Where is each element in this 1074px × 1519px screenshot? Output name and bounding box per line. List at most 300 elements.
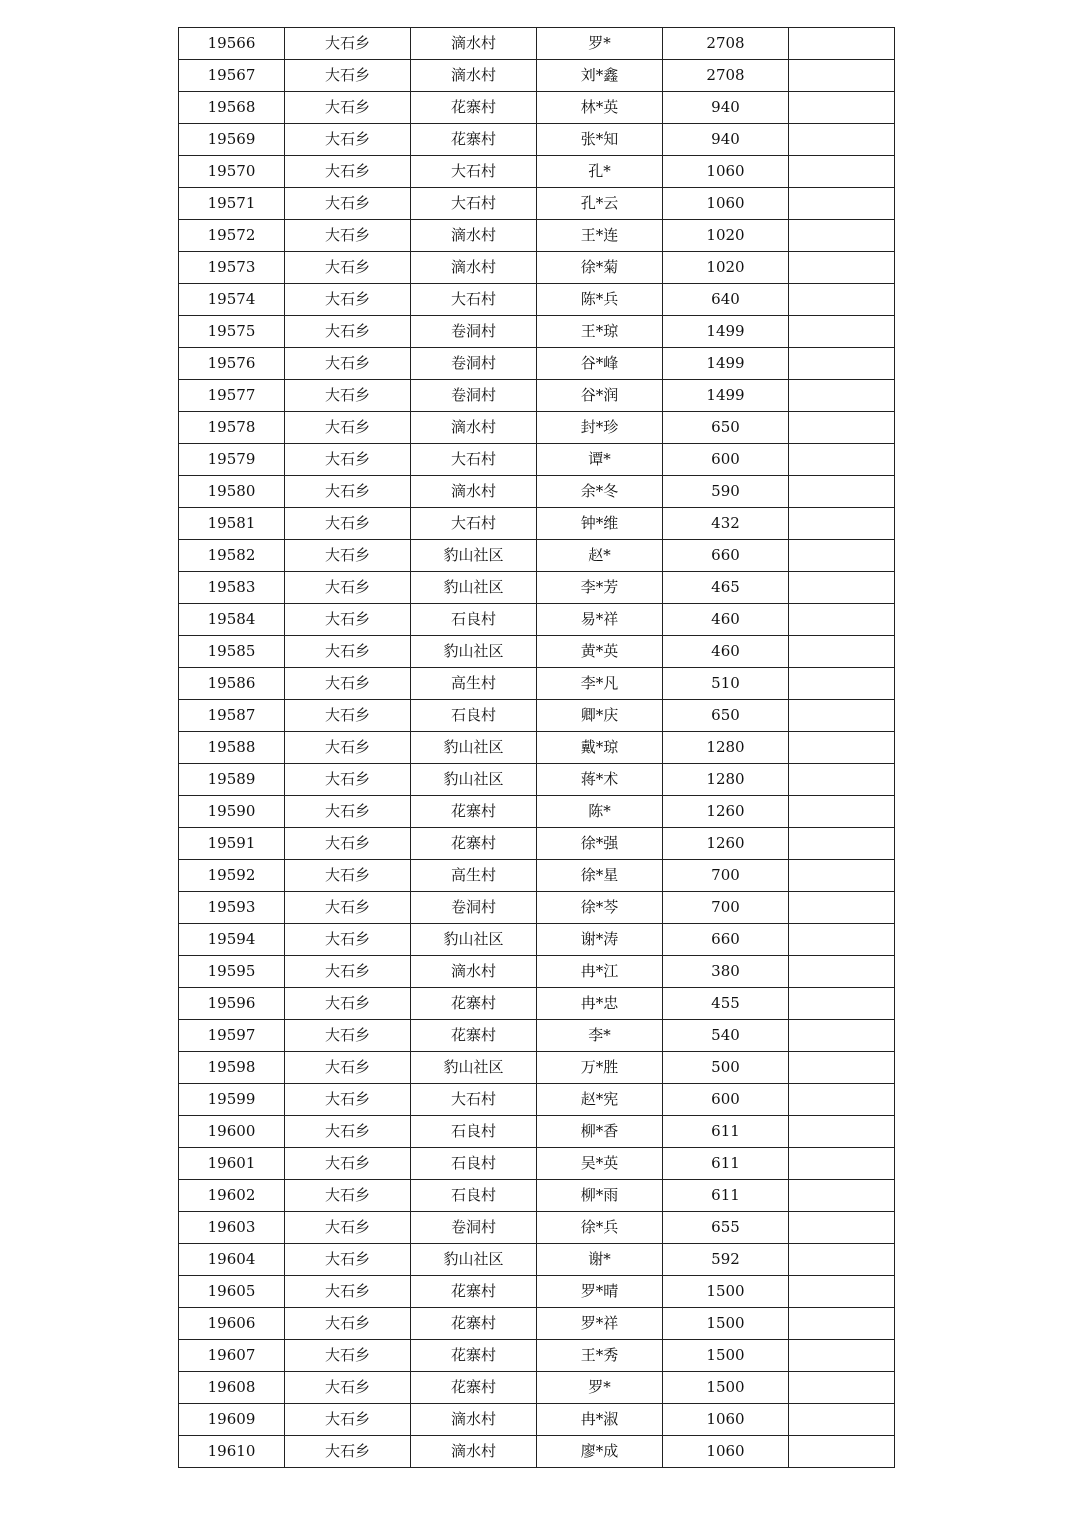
village-cell: 卷洞村: [411, 1212, 537, 1244]
table-row: [179, 924, 895, 956]
township-cell: 大石乡: [285, 508, 411, 540]
amount-cell: 1060: [663, 156, 789, 188]
village-cell: 滴水村: [411, 476, 537, 508]
note-cell: [789, 476, 895, 508]
township-cell: 大石乡: [285, 1372, 411, 1404]
amount-cell: 590: [663, 476, 789, 508]
name-cell: 徐*兵: [537, 1212, 663, 1244]
row-number-cell: 19597: [179, 1020, 285, 1052]
village-cell: 豹山社区: [411, 764, 537, 796]
name-cell: 徐*芩: [537, 892, 663, 924]
table-row: [179, 1308, 895, 1340]
amount-cell: 2708: [663, 60, 789, 92]
township-cell: 大石乡: [285, 348, 411, 380]
township-cell: 大石乡: [285, 540, 411, 572]
table-row: [179, 476, 895, 508]
name-cell: 钟*维: [537, 508, 663, 540]
name-cell: 谭*: [537, 444, 663, 476]
note-cell: [789, 1084, 895, 1116]
township-cell: 大石乡: [285, 1436, 411, 1468]
name-cell: 蒋*术: [537, 764, 663, 796]
township-cell: 大石乡: [285, 636, 411, 668]
row-number-cell: 19602: [179, 1180, 285, 1212]
name-cell: 徐*星: [537, 860, 663, 892]
amount-cell: 1060: [663, 188, 789, 220]
row-number-cell: 19610: [179, 1436, 285, 1468]
table-row: [179, 316, 895, 348]
note-cell: [789, 1436, 895, 1468]
name-cell: 李*凡: [537, 668, 663, 700]
name-cell: 刘*鑫: [537, 60, 663, 92]
amount-cell: 1500: [663, 1372, 789, 1404]
amount-cell: 2708: [663, 28, 789, 60]
table-row: [179, 1372, 895, 1404]
row-number-cell: 19580: [179, 476, 285, 508]
name-cell: 林*英: [537, 92, 663, 124]
table-row: [179, 284, 895, 316]
row-number-cell: 19578: [179, 412, 285, 444]
village-cell: 滴水村: [411, 1404, 537, 1436]
amount-cell: 460: [663, 604, 789, 636]
name-cell: 冉*忠: [537, 988, 663, 1020]
table-row: [179, 1020, 895, 1052]
name-cell: 孔*: [537, 156, 663, 188]
name-cell: 黄*英: [537, 636, 663, 668]
row-number-cell: 19588: [179, 732, 285, 764]
row-number-cell: 19581: [179, 508, 285, 540]
amount-cell: 600: [663, 444, 789, 476]
township-cell: 大石乡: [285, 764, 411, 796]
name-cell: 罗*: [537, 28, 663, 60]
row-number-cell: 19594: [179, 924, 285, 956]
amount-cell: 1500: [663, 1276, 789, 1308]
township-cell: 大石乡: [285, 892, 411, 924]
row-number-cell: 19586: [179, 668, 285, 700]
amount-cell: 611: [663, 1148, 789, 1180]
township-cell: 大石乡: [285, 444, 411, 476]
township-cell: 大石乡: [285, 220, 411, 252]
amount-cell: 1260: [663, 796, 789, 828]
village-cell: 大石村: [411, 444, 537, 476]
township-cell: 大石乡: [285, 1404, 411, 1436]
amount-cell: 611: [663, 1116, 789, 1148]
village-cell: 花寨村: [411, 1276, 537, 1308]
township-cell: 大石乡: [285, 1052, 411, 1084]
township-cell: 大石乡: [285, 1244, 411, 1276]
township-cell: 大石乡: [285, 1340, 411, 1372]
amount-cell: 1499: [663, 348, 789, 380]
table-row: [179, 156, 895, 188]
village-cell: 石良村: [411, 1180, 537, 1212]
name-cell: 卿*庆: [537, 700, 663, 732]
name-cell: 冉*淑: [537, 1404, 663, 1436]
amount-cell: 1060: [663, 1436, 789, 1468]
note-cell: [789, 1116, 895, 1148]
village-cell: 花寨村: [411, 1020, 537, 1052]
row-number-cell: 19587: [179, 700, 285, 732]
amount-cell: 1500: [663, 1340, 789, 1372]
row-number-cell: 19567: [179, 60, 285, 92]
village-cell: 滴水村: [411, 252, 537, 284]
township-cell: 大石乡: [285, 828, 411, 860]
amount-cell: 1260: [663, 828, 789, 860]
note-cell: [789, 1020, 895, 1052]
table-row: [179, 572, 895, 604]
note-cell: [789, 668, 895, 700]
village-cell: 大石村: [411, 156, 537, 188]
table-row: [179, 220, 895, 252]
row-number-cell: 19570: [179, 156, 285, 188]
amount-cell: 655: [663, 1212, 789, 1244]
village-cell: 滴水村: [411, 60, 537, 92]
note-cell: [789, 924, 895, 956]
table-row: [179, 860, 895, 892]
township-cell: 大石乡: [285, 28, 411, 60]
note-cell: [789, 572, 895, 604]
township-cell: 大石乡: [285, 572, 411, 604]
row-number-cell: 19573: [179, 252, 285, 284]
row-number-cell: 19572: [179, 220, 285, 252]
name-cell: 李*芳: [537, 572, 663, 604]
note-cell: [789, 1212, 895, 1244]
note-cell: [789, 156, 895, 188]
township-cell: 大石乡: [285, 700, 411, 732]
amount-cell: 640: [663, 284, 789, 316]
name-cell: 王*琼: [537, 316, 663, 348]
village-cell: 卷洞村: [411, 892, 537, 924]
note-cell: [789, 540, 895, 572]
township-cell: 大石乡: [285, 92, 411, 124]
table-row: [179, 1404, 895, 1436]
note-cell: [789, 1404, 895, 1436]
note-cell: [789, 1052, 895, 1084]
note-cell: [789, 508, 895, 540]
name-cell: 罗*: [537, 1372, 663, 1404]
row-number-cell: 19600: [179, 1116, 285, 1148]
table-row: [179, 828, 895, 860]
table-row: [179, 124, 895, 156]
village-cell: 豹山社区: [411, 572, 537, 604]
row-number-cell: 19595: [179, 956, 285, 988]
name-cell: 王*连: [537, 220, 663, 252]
table-row: [179, 1116, 895, 1148]
name-cell: 赵*: [537, 540, 663, 572]
note-cell: [789, 700, 895, 732]
amount-cell: 500: [663, 1052, 789, 1084]
township-cell: 大石乡: [285, 860, 411, 892]
township-cell: 大石乡: [285, 668, 411, 700]
amount-cell: 700: [663, 892, 789, 924]
row-number-cell: 19608: [179, 1372, 285, 1404]
note-cell: [789, 892, 895, 924]
table-row: [179, 1148, 895, 1180]
village-cell: 卷洞村: [411, 380, 537, 412]
row-number-cell: 19571: [179, 188, 285, 220]
name-cell: 王*秀: [537, 1340, 663, 1372]
amount-cell: 1280: [663, 732, 789, 764]
name-cell: 陈*: [537, 796, 663, 828]
note-cell: [789, 284, 895, 316]
name-cell: 谢*涛: [537, 924, 663, 956]
amount-cell: 1500: [663, 1308, 789, 1340]
amount-cell: 940: [663, 124, 789, 156]
name-cell: 陈*兵: [537, 284, 663, 316]
village-cell: 花寨村: [411, 1308, 537, 1340]
township-cell: 大石乡: [285, 284, 411, 316]
name-cell: 吴*英: [537, 1148, 663, 1180]
village-cell: 滴水村: [411, 28, 537, 60]
table-row: [179, 60, 895, 92]
note-cell: [789, 1372, 895, 1404]
note-cell: [789, 1308, 895, 1340]
table-row: [179, 796, 895, 828]
village-cell: 豹山社区: [411, 924, 537, 956]
name-cell: 万*胜: [537, 1052, 663, 1084]
village-cell: 豹山社区: [411, 636, 537, 668]
township-cell: 大石乡: [285, 188, 411, 220]
table-row: [179, 380, 895, 412]
amount-cell: 650: [663, 700, 789, 732]
amount-cell: 432: [663, 508, 789, 540]
township-cell: 大石乡: [285, 1148, 411, 1180]
row-number-cell: 19593: [179, 892, 285, 924]
village-cell: 花寨村: [411, 124, 537, 156]
village-cell: 大石村: [411, 284, 537, 316]
row-number-cell: 19566: [179, 28, 285, 60]
amount-cell: 1499: [663, 380, 789, 412]
row-number-cell: 19605: [179, 1276, 285, 1308]
township-cell: 大石乡: [285, 156, 411, 188]
note-cell: [789, 220, 895, 252]
village-cell: 花寨村: [411, 92, 537, 124]
amount-cell: 1280: [663, 764, 789, 796]
amount-cell: 660: [663, 924, 789, 956]
village-cell: 豹山社区: [411, 540, 537, 572]
row-number-cell: 19589: [179, 764, 285, 796]
township-cell: 大石乡: [285, 1276, 411, 1308]
village-cell: 高生村: [411, 668, 537, 700]
village-cell: 石良村: [411, 1148, 537, 1180]
amount-cell: 650: [663, 412, 789, 444]
name-cell: 戴*琼: [537, 732, 663, 764]
note-cell: [789, 828, 895, 860]
row-number-cell: 19596: [179, 988, 285, 1020]
note-cell: [789, 956, 895, 988]
note-cell: [789, 412, 895, 444]
amount-cell: 380: [663, 956, 789, 988]
township-cell: 大石乡: [285, 1308, 411, 1340]
note-cell: [789, 1340, 895, 1372]
name-cell: 封*珍: [537, 412, 663, 444]
township-cell: 大石乡: [285, 476, 411, 508]
village-cell: 豹山社区: [411, 732, 537, 764]
township-cell: 大石乡: [285, 796, 411, 828]
amount-cell: 940: [663, 92, 789, 124]
table-row: [179, 412, 895, 444]
name-cell: 张*知: [537, 124, 663, 156]
township-cell: 大石乡: [285, 1020, 411, 1052]
row-number-cell: 19604: [179, 1244, 285, 1276]
village-cell: 滴水村: [411, 956, 537, 988]
township-cell: 大石乡: [285, 604, 411, 636]
name-cell: 谷*润: [537, 380, 663, 412]
note-cell: [789, 316, 895, 348]
village-cell: 卷洞村: [411, 348, 537, 380]
township-cell: 大石乡: [285, 732, 411, 764]
row-number-cell: 19598: [179, 1052, 285, 1084]
note-cell: [789, 92, 895, 124]
amount-cell: 1499: [663, 316, 789, 348]
row-number-cell: 19590: [179, 796, 285, 828]
row-number-cell: 19601: [179, 1148, 285, 1180]
note-cell: [789, 60, 895, 92]
amount-cell: 592: [663, 1244, 789, 1276]
name-cell: 余*冬: [537, 476, 663, 508]
row-number-cell: 19569: [179, 124, 285, 156]
name-cell: 徐*菊: [537, 252, 663, 284]
note-cell: [789, 444, 895, 476]
note-cell: [789, 764, 895, 796]
table-row: [179, 1436, 895, 1468]
table-row: [179, 732, 895, 764]
village-cell: 石良村: [411, 700, 537, 732]
amount-cell: 460: [663, 636, 789, 668]
amount-cell: 465: [663, 572, 789, 604]
township-cell: 大石乡: [285, 1212, 411, 1244]
row-number-cell: 19606: [179, 1308, 285, 1340]
row-number-cell: 19592: [179, 860, 285, 892]
table-row: [179, 1084, 895, 1116]
township-cell: 大石乡: [285, 252, 411, 284]
table-row: [179, 188, 895, 220]
note-cell: [789, 796, 895, 828]
amount-cell: 660: [663, 540, 789, 572]
table-row: [179, 28, 895, 60]
village-cell: 大石村: [411, 188, 537, 220]
name-cell: 赵*宪: [537, 1084, 663, 1116]
note-cell: [789, 1180, 895, 1212]
note-cell: [789, 1148, 895, 1180]
amount-cell: 700: [663, 860, 789, 892]
table-row: [179, 636, 895, 668]
table-row: [179, 892, 895, 924]
township-cell: 大石乡: [285, 924, 411, 956]
table-row: [179, 348, 895, 380]
name-cell: 柳*香: [537, 1116, 663, 1148]
row-number-cell: 19585: [179, 636, 285, 668]
village-cell: 大石村: [411, 508, 537, 540]
amount-cell: 611: [663, 1180, 789, 1212]
table-row: [179, 668, 895, 700]
table-row: [179, 1052, 895, 1084]
village-cell: 卷洞村: [411, 316, 537, 348]
row-number-cell: 19609: [179, 1404, 285, 1436]
note-cell: [789, 380, 895, 412]
village-cell: 花寨村: [411, 796, 537, 828]
township-cell: 大石乡: [285, 316, 411, 348]
table-row: [179, 1212, 895, 1244]
table-row: [179, 1180, 895, 1212]
table-row: [179, 444, 895, 476]
name-cell: 柳*雨: [537, 1180, 663, 1212]
township-cell: 大石乡: [285, 1180, 411, 1212]
name-cell: 孔*云: [537, 188, 663, 220]
table-row: [179, 604, 895, 636]
name-cell: 罗*祥: [537, 1308, 663, 1340]
village-cell: 花寨村: [411, 828, 537, 860]
table-row: [179, 1340, 895, 1372]
note-cell: [789, 988, 895, 1020]
table-row: [179, 1244, 895, 1276]
roster-table-body: [179, 28, 895, 1468]
row-number-cell: 19603: [179, 1212, 285, 1244]
row-number-cell: 19607: [179, 1340, 285, 1372]
table-row: [179, 764, 895, 796]
village-cell: 豹山社区: [411, 1244, 537, 1276]
name-cell: 李*: [537, 1020, 663, 1052]
note-cell: [789, 124, 895, 156]
name-cell: 谢*: [537, 1244, 663, 1276]
row-number-cell: 19577: [179, 380, 285, 412]
table-row: [179, 92, 895, 124]
note-cell: [789, 860, 895, 892]
note-cell: [789, 348, 895, 380]
table-row: [179, 540, 895, 572]
township-cell: 大石乡: [285, 956, 411, 988]
village-cell: 大石村: [411, 1084, 537, 1116]
township-cell: 大石乡: [285, 380, 411, 412]
name-cell: 罗*晴: [537, 1276, 663, 1308]
amount-cell: 1060: [663, 1404, 789, 1436]
note-cell: [789, 604, 895, 636]
row-number-cell: 19582: [179, 540, 285, 572]
village-cell: 豹山社区: [411, 1052, 537, 1084]
row-number-cell: 19584: [179, 604, 285, 636]
table-row: [179, 988, 895, 1020]
table-row: [179, 700, 895, 732]
village-cell: 石良村: [411, 604, 537, 636]
row-number-cell: 19574: [179, 284, 285, 316]
amount-cell: 1020: [663, 220, 789, 252]
amount-cell: 455: [663, 988, 789, 1020]
village-cell: 花寨村: [411, 988, 537, 1020]
note-cell: [789, 636, 895, 668]
row-number-cell: 19575: [179, 316, 285, 348]
row-number-cell: 19591: [179, 828, 285, 860]
village-cell: 滴水村: [411, 220, 537, 252]
amount-cell: 540: [663, 1020, 789, 1052]
township-cell: 大石乡: [285, 988, 411, 1020]
note-cell: [789, 1244, 895, 1276]
table-row: [179, 1276, 895, 1308]
village-cell: 高生村: [411, 860, 537, 892]
row-number-cell: 19599: [179, 1084, 285, 1116]
row-number-cell: 19579: [179, 444, 285, 476]
name-cell: 廖*成: [537, 1436, 663, 1468]
note-cell: [789, 188, 895, 220]
table-row: [179, 508, 895, 540]
township-cell: 大石乡: [285, 1084, 411, 1116]
table-row: [179, 252, 895, 284]
row-number-cell: 19583: [179, 572, 285, 604]
note-cell: [789, 28, 895, 60]
township-cell: 大石乡: [285, 412, 411, 444]
township-cell: 大石乡: [285, 124, 411, 156]
name-cell: 冉*江: [537, 956, 663, 988]
row-number-cell: 19576: [179, 348, 285, 380]
row-number-cell: 19568: [179, 92, 285, 124]
village-cell: 花寨村: [411, 1340, 537, 1372]
